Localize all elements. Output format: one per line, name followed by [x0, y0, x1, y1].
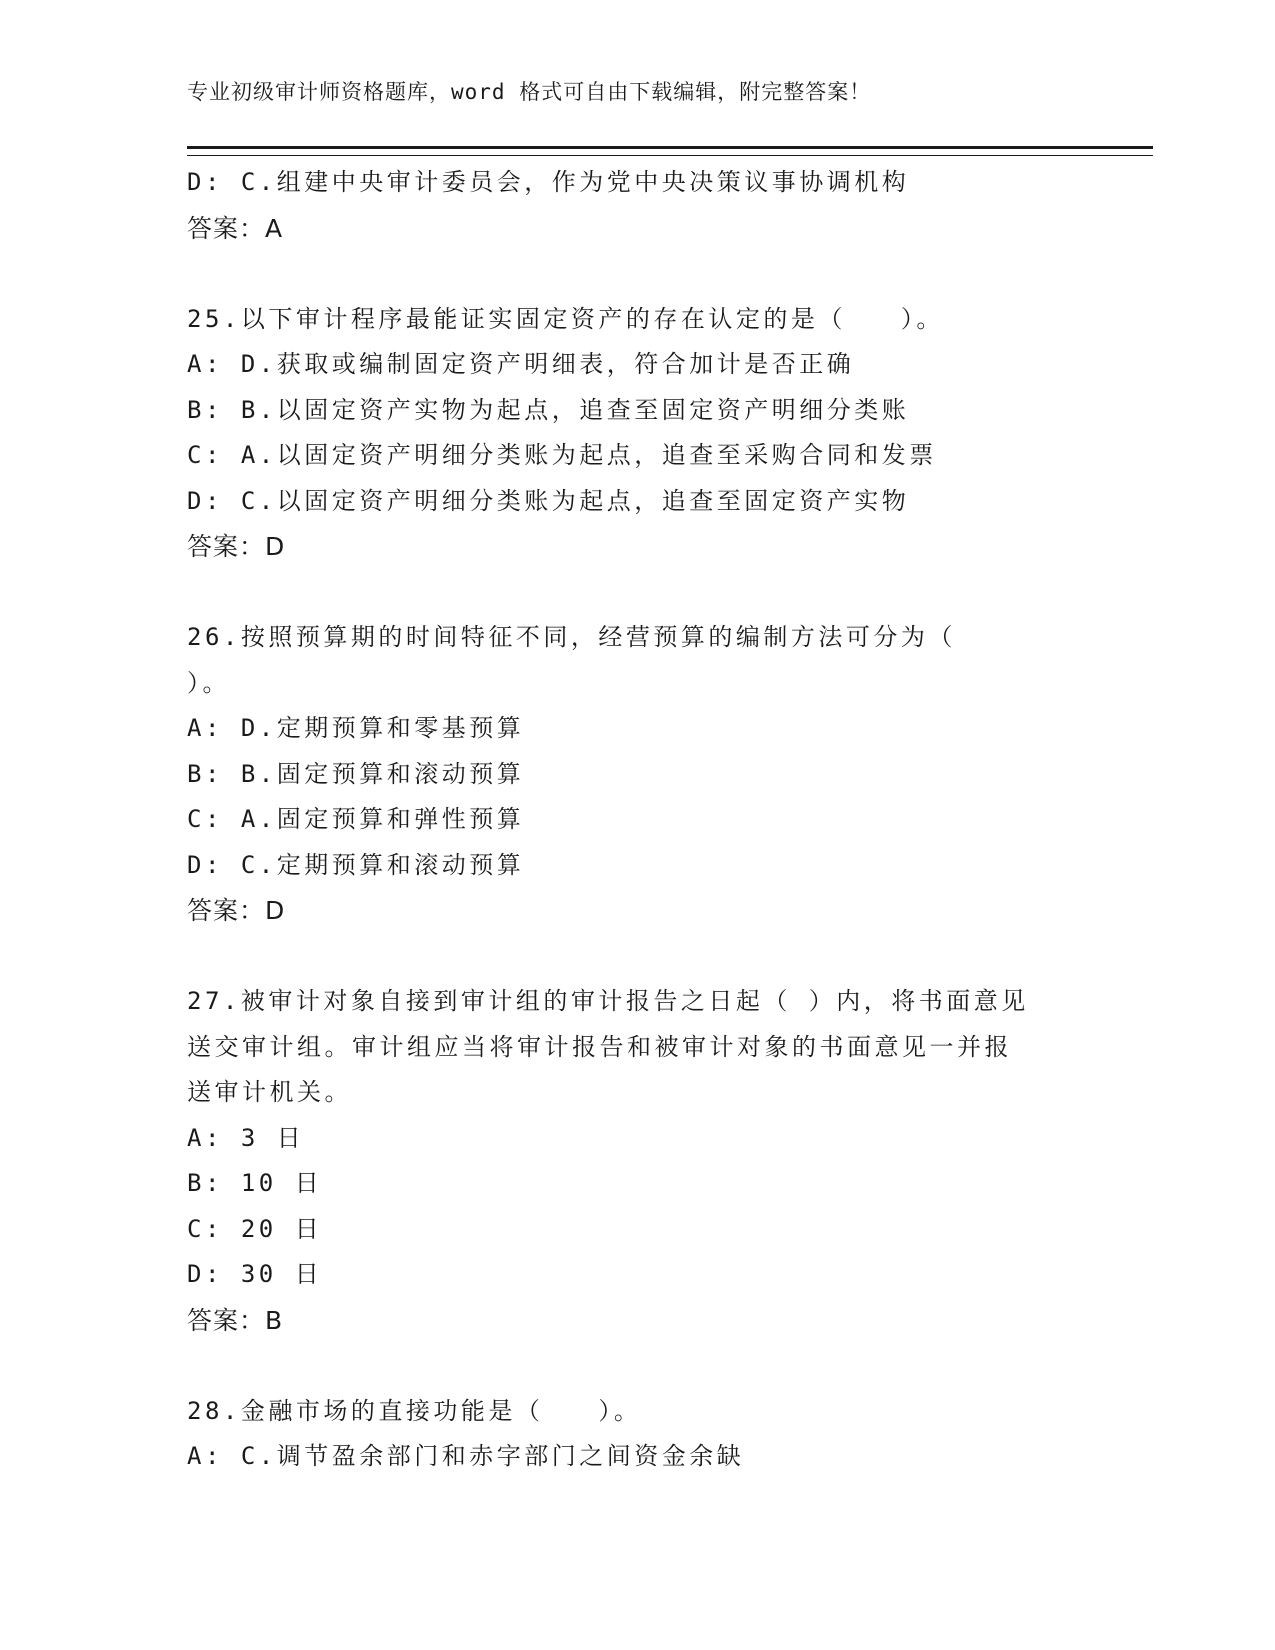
question-list — [187, 160, 1087, 1480]
spacer — [187, 934, 1087, 980]
option-a: A: C.调节盈余部门和赤字部门之间资金余缺 — [187, 1442, 745, 1470]
option-b: B: 10 日 — [187, 1169, 323, 1197]
question-stem: 28.金融市场的直接功能是（ ）。 — [187, 1396, 642, 1425]
page-header: 专业初级审计师资格题库，word 格式可自由下载编辑，附完整答案！ — [187, 80, 872, 104]
option-d: D: 30 日 — [187, 1260, 323, 1288]
answer: 答案：B — [187, 1305, 284, 1335]
spacer — [187, 251, 1087, 297]
option-c: C: A.以固定资产明细分类账为起点，追查至采购合同和发票 — [187, 441, 937, 469]
header-rule — [187, 146, 1153, 156]
option-d: D: C.组建中央审计委员会，作为党中央决策议事协调机构 — [187, 168, 910, 196]
answer: 答案：D — [187, 532, 286, 561]
option-a: A: 3 日 — [187, 1123, 305, 1152]
option-c: C: A.固定预算和弹性预算 — [187, 805, 525, 833]
question-stem: 26.按照预算期的时间特征不同，经营预算的编制方法可分为（ — [187, 623, 956, 651]
option-b: B: B.以固定资产实物为起点，追查至固定资产明细分类账 — [187, 395, 910, 424]
spacer — [187, 570, 1087, 616]
option-a: A: D.定期预算和零基预算 — [187, 714, 525, 742]
question-stem: 送审计机关。 — [187, 1078, 352, 1106]
option-c: C: 20 日 — [187, 1214, 323, 1243]
spacer — [187, 1343, 1087, 1389]
option-a: A: D.获取或编制固定资产明细表，符合加计是否正确 — [187, 350, 855, 378]
option-d: D: C.以固定资产明细分类账为起点，追查至固定资产实物 — [187, 486, 910, 515]
question-stem: ）。 — [187, 668, 230, 697]
question-stem: 27.被审计对象自接到审计组的审计报告之日起（ ）内，将书面意见 — [187, 987, 1029, 1015]
question-stem: 送交审计组。审计组应当将审计报告和被审计对象的书面意见一并报 — [187, 1032, 1012, 1061]
answer: 答案：D — [187, 896, 286, 925]
question-stem: 25.以下审计程序最能证实固定资产的存在认定的是（ ）。 — [187, 304, 944, 333]
option-b: B: B.固定预算和滚动预算 — [187, 759, 525, 788]
answer: 答案：A — [187, 213, 284, 243]
option-d: D: C.定期预算和滚动预算 — [187, 850, 525, 879]
